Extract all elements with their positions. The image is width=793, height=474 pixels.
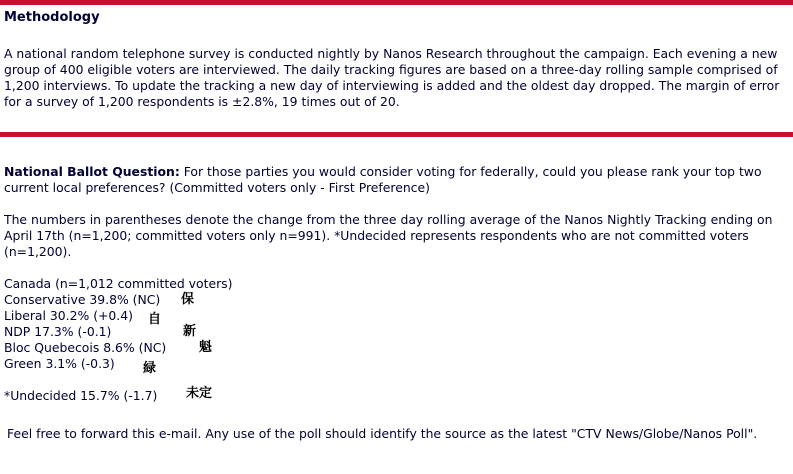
kanji-annotation-conservative: 保 [181,292,195,307]
party-result-bloc: Bloc Quebecois 8.6% (NC) [4,340,167,355]
party-result-conservative: Conservative 39.8% (NC) [4,292,161,307]
party-result-green: Green 3.1% (-0.3) [4,356,115,371]
kanji-annotation-ndp: 新 [183,324,197,339]
footer-note: Feel free to forward this e-mail. Any use of the poll should identify the source as the latest "CTV News/Globe/Nanos Poll". [7,426,758,441]
top-divider [0,0,793,5]
undecided-result: *Undecided 15.7% (-1.7) [4,388,158,403]
party-result-liberal: Liberal 30.2% (+0.4) [4,308,133,323]
ballot-question [4,164,788,196]
ballot-note: The numbers in parentheses denote the change from the three day rolling average of the Nanos Nightly Tracking ending on April 17th (n=1,200; committed voters only n=991). *Undecided represents respondents who are not committed voters (n=1,200). [4,212,773,259]
ballot-question-label: National Ballot Question: [4,164,180,179]
methodology-heading: Methodology [4,10,100,25]
section-divider [0,132,793,137]
methodology-body: A national random telephone survey is conducted nightly by Nanos Research throughout the campaign. Each evening a new group of 400 eligible voters are interviewed. The daily tracking figures are based on a three-day rolling sample comprised of 1,200 interviews. To update the tracking a new day of interviewing is added and the oldest day dropped. The margin of error for a survey of 1,200 respondents is ±2.8%, 19 times out of 20. [4,46,780,109]
kanji-annotation-undecided: 未定 [186,386,213,401]
sample-size-line: Canada (n=1,012 committed voters) [4,276,233,291]
ballot-question-text: For those parties you would consider voting for federally, could you please rank your top two current local preferences? (Committed voters only - First Preference) [4,164,762,195]
kanji-annotation-liberal: 自 [148,312,162,327]
party-result-ndp: NDP 17.3% (-0.1) [4,324,112,339]
kanji-annotation-green: 緑 [143,361,157,376]
kanji-annotation-bloc: 魁 [199,340,213,355]
